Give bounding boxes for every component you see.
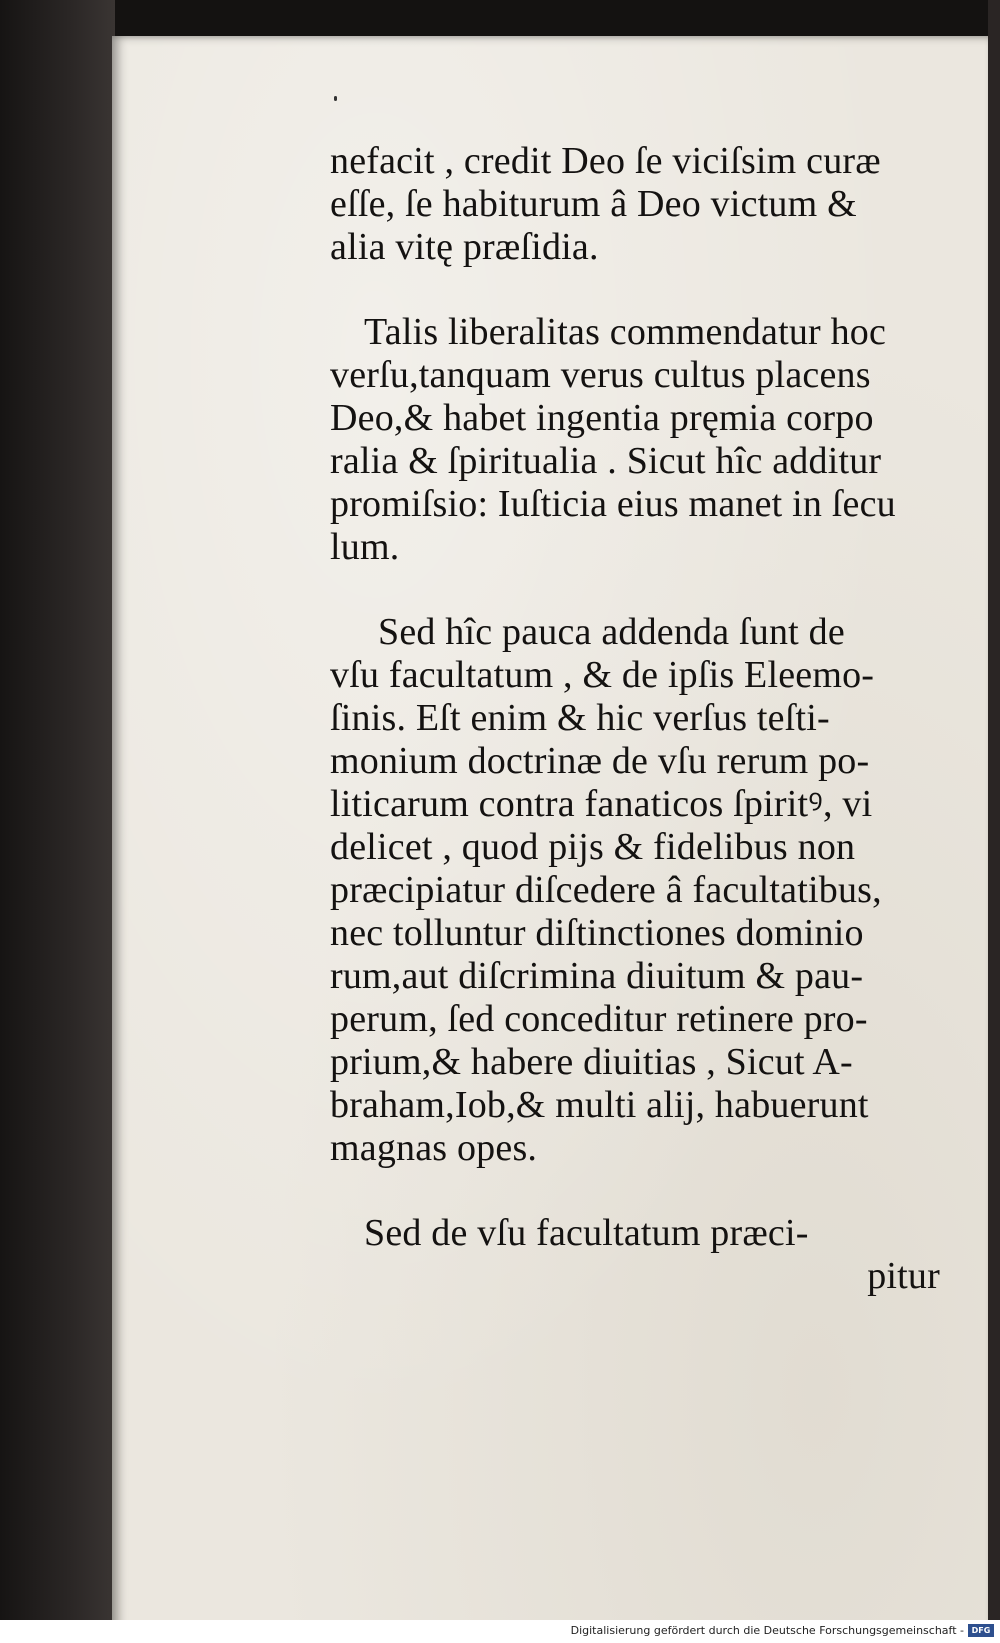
page-edge bbox=[988, 0, 1000, 1643]
paragraph bbox=[330, 1212, 940, 1298]
text-line: vſu facultatum , & de ipſis Eleemo- bbox=[330, 654, 875, 696]
paragraph bbox=[330, 311, 940, 569]
paragraph bbox=[330, 140, 940, 269]
ink-speck bbox=[334, 96, 337, 101]
text-line: nec tolluntur diſtinctiones dominio bbox=[330, 912, 864, 954]
text-line: verſu,tanquam verus cultus placens bbox=[330, 354, 871, 396]
dfg-logo-icon: DFG bbox=[968, 1624, 994, 1637]
text-line: ralia & ſpiritualia . Sicut hîc additur bbox=[330, 440, 882, 482]
text-line: perum, ſed conceditur retinere pro- bbox=[330, 998, 868, 1040]
text-line: monium doctrinæ de vſu rerum po- bbox=[330, 740, 870, 782]
text-line: ſinis. Eſt enim & hic verſus teſti- bbox=[330, 697, 830, 739]
text-line: Talis liberalitas commendatur hoc bbox=[364, 311, 887, 353]
catchword: pitur bbox=[867, 1255, 940, 1297]
paragraph bbox=[330, 611, 940, 1170]
text-line: lum. bbox=[330, 526, 400, 568]
text-line: Sed de vſu facultatum præci- bbox=[364, 1212, 809, 1254]
text-line: promiſsio: Iuſticia eius manet in ſecu bbox=[330, 483, 896, 525]
text-line: præcipiatur diſcedere â facultatibus, bbox=[330, 869, 882, 911]
text-line: liticarum contra fanaticos ſpiritꝰ, vi bbox=[330, 783, 873, 825]
footer-credit: Digitalisierung gefördert durch die Deutsche Forschungsgemeinschaft - bbox=[570, 1624, 964, 1637]
text-line: braham,Iob,& multi alij, habuerunt bbox=[330, 1084, 869, 1126]
text-line: Deo,& habet ingentia pręmia corpo bbox=[330, 397, 874, 439]
text-line: prium,& habere diuitias , Sicut A- bbox=[330, 1041, 853, 1083]
text-line: Sed hîc pauca addenda ſunt de bbox=[378, 611, 845, 653]
text-line: rum,aut diſcrimina diuitum & pau- bbox=[330, 955, 864, 997]
scan-background-top bbox=[0, 0, 1000, 40]
page-text bbox=[330, 140, 940, 1298]
text-line: magnas opes. bbox=[330, 1127, 538, 1169]
scan-background-left bbox=[0, 0, 115, 1643]
text-line: nefacit , credit Deo ſe viciſsim curæ bbox=[330, 140, 881, 182]
text-line: alia vitę præſidia. bbox=[330, 226, 599, 268]
text-line: eſſe, ſe habiturum â Deo victum & bbox=[330, 183, 857, 225]
text-line: delicet , quod pijs & fidelibus non bbox=[330, 826, 856, 868]
